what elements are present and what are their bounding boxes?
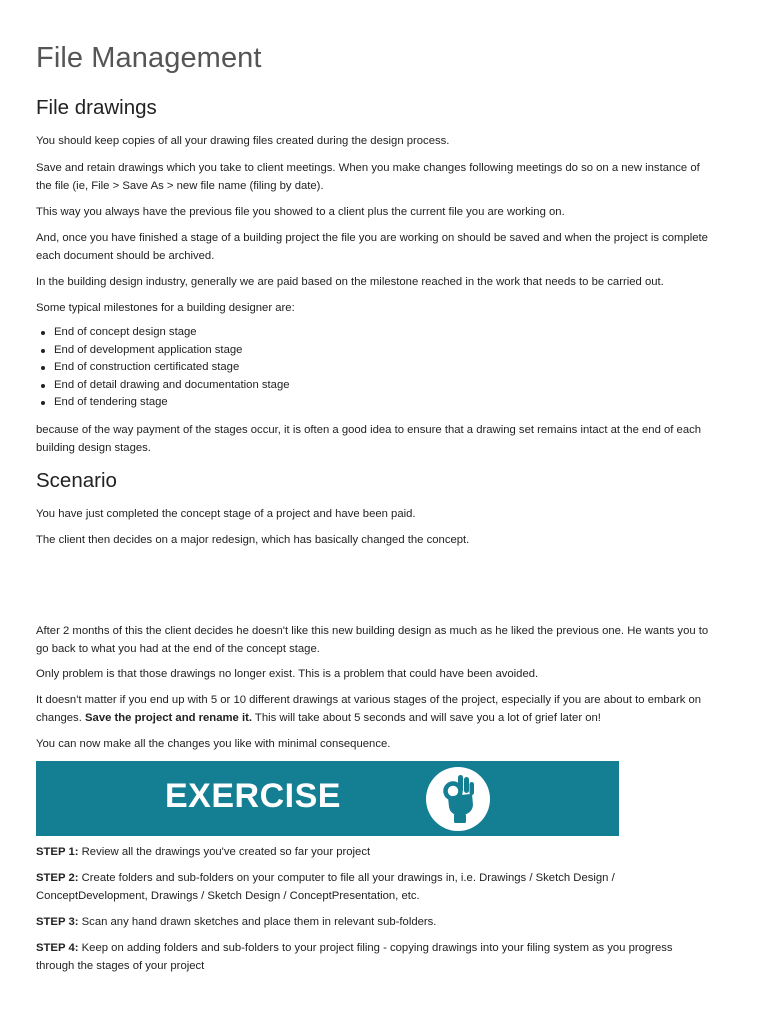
list-item: End of construction certificated stage — [36, 359, 290, 377]
step-line — [36, 869, 736, 887]
step-line-continued: ConceptDevelopment, Drawings / Sketch Design / ConceptPresentation, etc. — [36, 890, 420, 902]
paragraph: In the building design industry, generally we are paid based on the milestone reached in the work that needs to be carried out. — [36, 276, 664, 288]
ok-hand-icon — [426, 767, 490, 831]
paragraph: The client then decides on a major redesign, which has basically changed the concept. — [36, 534, 470, 546]
paragraph-line: the file (ie, File > Save As > new file name (filing by date). — [36, 180, 324, 192]
paragraph-line: building design stages. — [36, 442, 151, 454]
step-text: Keep on adding folders and sub-folders to your project filing - copying drawings into your filing system as you progress — [78, 942, 673, 954]
list-item: End of detail drawing and documentation stage — [36, 377, 290, 395]
paragraph-line: because of the way payment of the stages occur, it is often a good idea to ensure that a drawing set remains intact at the end of each — [36, 424, 702, 436]
paragraph-line: go back to what you had at the end of the concept stage. — [36, 643, 320, 655]
step-label: STEP 2: — [36, 872, 79, 884]
paragraph: Some typical milestones for a building designer are: — [36, 302, 295, 314]
list-item: End of tendering stage — [36, 394, 290, 412]
step-text: Create folders and sub-folders on your computer to file all your drawings in, i.e. Drawings / Sketch Design / — [78, 872, 615, 884]
paragraph-line: each document should be archived. — [36, 250, 215, 262]
section-heading-file-drawings: File drawings — [36, 96, 157, 119]
paragraph-line: And, once you have finished a stage of a building project the file you are working on should be saved and when the project is complete — [36, 232, 708, 244]
paragraph: You can now make all the changes you like with minimal consequence. — [36, 738, 391, 750]
step-line — [36, 939, 736, 957]
step-line — [36, 843, 736, 861]
paragraph-line: After 2 months of this the client decides he doesn't like this new building design as much as he liked the previous one. He wants you to — [36, 625, 709, 637]
paragraph: This way you always have the previous file you showed to a client plus the current file you are working on. — [36, 206, 565, 218]
paragraph-line: Save and retain drawings which you take to client meetings. When you make changes following meetings do so on a new instance of — [36, 162, 700, 174]
banner-title: EXERCISE — [165, 777, 341, 815]
milestone-list — [36, 324, 290, 412]
paragraph: Only problem is that those drawings no longer exist. This is a problem that could have been avoided. — [36, 668, 539, 680]
list-item: End of concept design stage — [36, 324, 290, 342]
page-title: File Management — [36, 42, 262, 74]
emphasis-text: Save the project and rename it. — [85, 712, 252, 724]
step-line-continued: through the stages of your project — [36, 960, 205, 972]
step-label: STEP 3: — [36, 916, 79, 928]
paragraph: You have just completed the concept stage of a project and have been paid. — [36, 508, 416, 520]
text-run: This will take about 5 seconds and will save you a lot of grief later on! — [252, 712, 601, 724]
text-run: changes. — [36, 712, 85, 724]
step-label: STEP 4: — [36, 942, 79, 954]
step-label: STEP 1: — [36, 846, 79, 858]
list-item: End of development application stage — [36, 342, 290, 360]
section-heading-scenario: Scenario — [36, 469, 117, 492]
step-text: Review all the drawings you've created so far your project — [78, 846, 371, 858]
exercise-banner — [36, 761, 619, 836]
step-line — [36, 913, 736, 931]
ok-hand-icon-graphic — [426, 767, 490, 831]
paragraph-line: It doesn't matter if you end up with 5 or 10 different drawings at various stages of the project, especially if you are about to embark on — [36, 694, 702, 706]
step-text: Scan any hand drawn sketches and place them in relevant sub-folders. — [78, 916, 437, 928]
paragraph-line — [36, 709, 736, 727]
paragraph: You should keep copies of all your drawing files created during the design process. — [36, 135, 450, 147]
